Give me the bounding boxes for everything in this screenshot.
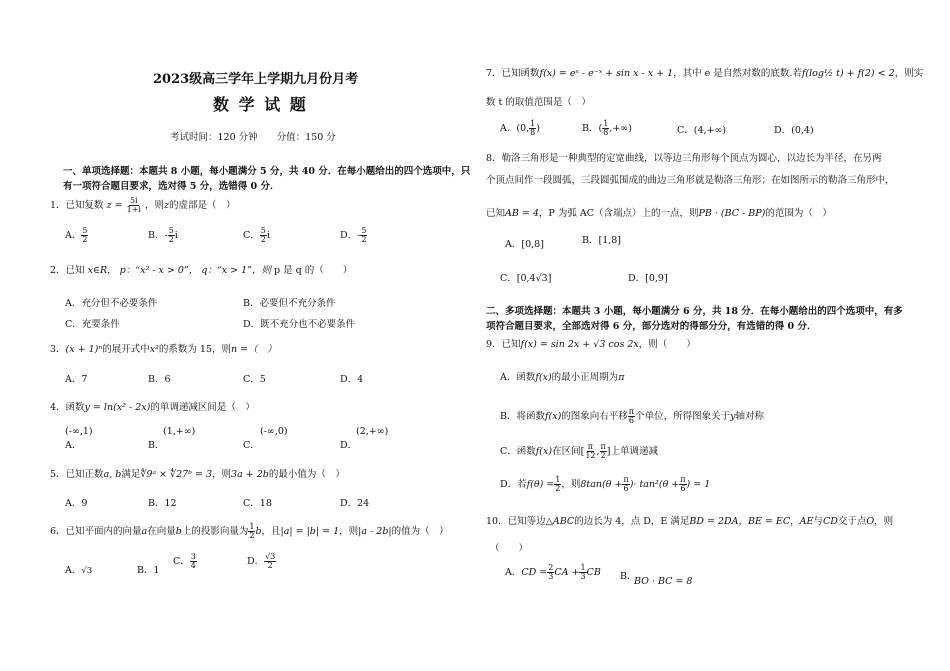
q7-a-suf: )	[536, 123, 540, 134]
q9-c-frac1	[584, 443, 596, 460]
q8-d-value: [0,9]	[645, 273, 668, 284]
q7-d-label: D．	[774, 125, 792, 136]
q10-line2: （ ）	[490, 543, 529, 554]
q4-option-d-value: (2,+∞)	[356, 426, 389, 437]
q10-a-num2: 1	[580, 563, 586, 572]
q9-option-d	[500, 476, 710, 493]
q7-a-den: 8	[530, 128, 536, 137]
q1-d-den: 2	[361, 235, 367, 244]
q8-option-c	[500, 270, 551, 284]
q9-d-num2: π	[680, 475, 686, 484]
q7-a-label: A．	[500, 123, 517, 134]
q7-a-pre: (0,	[516, 123, 530, 134]
q8-line2: 个顶点间作一段圆弧，三段圆弧围成的曲边三角形就是勒洛三角形；在如图所示的勒洛三角形中，	[486, 175, 895, 186]
q1-option-d	[340, 227, 367, 244]
q9-stem-a: 9．已知	[486, 339, 521, 350]
q5-option-a: A．9	[65, 498, 88, 509]
q9-d-text2: ，则	[561, 479, 581, 490]
q1-b-suf: i	[174, 230, 178, 241]
q10-option-b: BO · BC = 8	[634, 576, 693, 587]
q5-stem-d: 的最小值为（ ）	[268, 469, 345, 480]
q6-d-label: D．	[247, 556, 265, 567]
q5-option-d: D．24	[340, 498, 370, 509]
q6-stem	[50, 523, 449, 540]
q9-b-f: f(x)	[544, 411, 562, 422]
q7-stem-b: ，其中 e 是自然对数的底数.若	[673, 68, 802, 79]
q8-b-value: [1,8]	[598, 235, 622, 246]
q6-stem-a: 6．已知平面内的向量	[50, 526, 142, 537]
q6-a-label: A．	[65, 565, 82, 576]
q6-d-frac	[264, 553, 276, 570]
q4-expr: y = ln(x² - 2x)	[84, 402, 151, 413]
q9-d-expr-a: 8tan(θ +	[580, 479, 623, 490]
q1-option-b	[148, 227, 178, 244]
q8-stem-c: 的范围为（ ）	[765, 208, 832, 219]
q1-c-frac	[260, 227, 267, 244]
q10-stem-c: ，	[790, 516, 800, 527]
q7-stem	[486, 65, 923, 79]
q7-b-num: 1	[603, 119, 609, 128]
q10-ae: AE	[799, 516, 814, 527]
q3-expr: (x + 1)ⁿ	[65, 344, 103, 355]
q1-a-label: A．	[65, 230, 82, 241]
q10-bd: BD = 2DA	[689, 516, 739, 527]
q8-c-value: [0,4√3]	[516, 273, 552, 284]
q9-d-expr-b: )· tan²(θ +	[629, 479, 680, 490]
q7-b-label: B．	[582, 123, 599, 134]
q1-b-num: 5	[168, 226, 174, 235]
q3-x2: x²	[149, 344, 159, 355]
q9-d-num1: π	[623, 475, 629, 484]
q1-a-num: 5	[82, 226, 88, 235]
q2-p: p：“x² - x > 0”，	[119, 265, 199, 276]
q5-stem-b: 满足	[121, 469, 141, 480]
q3-option-a: A．7	[65, 374, 88, 385]
exam-meta: 考试时间：120 分钟 分值：150 分	[170, 132, 336, 143]
q9-b-num: π	[628, 407, 635, 416]
q1-d-pre: -	[357, 230, 361, 241]
q4-option-b-value: (1,+∞)	[163, 426, 196, 437]
q1-option-c	[243, 227, 270, 244]
q1-b-frac	[168, 227, 175, 244]
q10-a-label: A．	[505, 567, 522, 578]
q9-b-text4: 轴对称	[735, 411, 764, 422]
q2-option-d: D．既不充分也不必要条件	[243, 319, 356, 330]
q9-d-cond: f(θ) =	[526, 479, 555, 490]
q10-cd: CD	[822, 516, 838, 527]
q1-num: 5i	[129, 196, 138, 205]
q9-stem	[486, 336, 696, 350]
q4-option-d: D．	[340, 440, 358, 451]
q6-cond: |a| = |b| = 1	[280, 526, 340, 537]
q10-stem-e: 交于点	[837, 516, 867, 527]
q6-option-b: B．1	[137, 565, 160, 576]
q2-stem	[50, 262, 352, 276]
q9-c-text3: 上单调递减	[610, 446, 659, 457]
q9-b-den: 6	[628, 416, 634, 425]
q10-tri: △ABC	[545, 516, 575, 527]
q4-option-c: C．	[243, 440, 260, 451]
q7-stem-c: ，则实	[894, 68, 924, 79]
q3-option-b: B．6	[148, 374, 171, 385]
q1-stem-a: 1．已知复数	[50, 200, 104, 211]
q9-c-num1: π	[587, 442, 594, 451]
q6-half-den: 2	[249, 531, 255, 540]
q6-d-den: 2	[267, 561, 273, 570]
q10-a-expr3: CB	[586, 567, 601, 578]
q6-stem-d: ，且	[261, 526, 281, 537]
q9-c-int-suf: ]	[606, 446, 611, 457]
q4-a-value: (-∞,1)	[65, 426, 93, 437]
q4-option-a-value	[65, 426, 93, 437]
q6-half-num: 1	[249, 522, 255, 531]
q1-d-frac	[360, 227, 367, 244]
q7-c-label: C．	[677, 125, 694, 136]
q10-a-den1: 3	[548, 572, 554, 581]
q8-b-label: B．	[582, 235, 599, 246]
q8-option-a	[505, 236, 544, 250]
q7-line2: 数 t 的取值范围是（ ）	[486, 97, 591, 108]
q3-stem-c: 的系数为 15，则	[158, 344, 232, 355]
q4-stem	[50, 399, 255, 413]
q9-c-f: f(x)	[535, 446, 553, 457]
q1-option-a	[65, 227, 88, 244]
q9-a-f: f(x)	[535, 372, 552, 383]
q4-option-c-value: (-∞,0)	[260, 426, 288, 437]
q5-ab: a, b	[103, 469, 122, 480]
q8-a-label: A．	[505, 239, 522, 250]
q4-stem-b: 的单调递减区间是（ ）	[150, 402, 255, 413]
q1-stem-b: ，则	[145, 200, 165, 211]
q6-a: a	[141, 526, 148, 537]
q5-target: 3a + 2b	[231, 469, 269, 480]
q2-option-a: A．充分但不必要条件	[65, 298, 158, 309]
section1-instruction-line2: 有一项符合题目要求，选对得 5 分，选错得 0 分．	[63, 181, 280, 192]
q2-q: q：“x > 1”，则	[201, 265, 272, 276]
q10-stem-d: 与	[813, 516, 823, 527]
q6-stem-f: 的值为（ ）	[391, 526, 449, 537]
q3-stem-b: 的展开式中	[102, 344, 150, 355]
q10-a-expr2: CA +	[554, 567, 580, 578]
q10-option-b-label: B．	[620, 571, 637, 582]
q1-den: 1+i	[126, 205, 141, 214]
q10-o: O	[866, 516, 875, 527]
q10-a-expr: CD =	[521, 567, 548, 578]
q1-c-suf: i	[266, 230, 270, 241]
q7-a-num: 1	[530, 119, 536, 128]
q6-option-d	[247, 553, 276, 570]
q10-stem-b: 的边长为 4，点 D，E 满足	[574, 516, 690, 527]
q8-option-d	[628, 270, 668, 284]
q9-b-text2: 的图象向右平移	[561, 411, 628, 422]
q10-a-den2: 3	[580, 572, 586, 581]
subject-title: 数 学 试 题	[213, 95, 308, 114]
q8-stem-b: ，P 为弧 AC（含端点）上的一点，则	[538, 208, 699, 219]
q9-option-c	[500, 443, 658, 460]
q7-stem-a: 7．已知函数	[486, 68, 540, 79]
q2-option-b: B．必要但不充分条件	[243, 298, 336, 309]
q9-d-text: D．若	[500, 479, 527, 490]
q1-b-label: B．	[148, 230, 165, 241]
q9-d-den1: 6	[623, 484, 629, 493]
q6-a-value: √3	[81, 566, 93, 576]
q1-c-label: C．	[243, 230, 260, 241]
q8-stem-a: 已知	[486, 208, 506, 219]
q9-stem-b: ，则（ ）	[638, 339, 696, 350]
q10-be: BE = EC	[747, 516, 791, 527]
q8-option-b	[582, 232, 621, 246]
q6-stem-b: 在向量	[147, 526, 176, 537]
q3-stem-a: 3．	[50, 344, 66, 355]
q4-stem-a: 4．函数	[50, 402, 85, 413]
q9-c-den1: 12	[585, 451, 596, 460]
q9-c-den2: 2	[600, 451, 606, 460]
q9-a-text: A．函数	[500, 372, 536, 383]
q9-option-b	[500, 408, 764, 425]
q4-option-a: A．	[65, 440, 82, 451]
q9-d-cnum: 1	[555, 475, 561, 484]
q9-c-num2: π	[600, 442, 606, 451]
q7-expr: f(x) = eˣ - e⁻ˣ + sin x - x + 1	[539, 68, 674, 79]
section1-instruction-line1: 一、单项选择题：本题共 8 小题，每小题满分 5 分，共 40 分．在每小题给出的四个选项中，只	[63, 166, 471, 177]
q1-a-den: 2	[82, 235, 88, 244]
q9-b-text3: 个单位，所得图象关于	[635, 411, 731, 422]
q7-c-value: (4,+∞)	[693, 125, 727, 136]
q9-b-frac	[628, 408, 635, 425]
q7-option-d	[774, 122, 814, 136]
q8-d-label: D．	[628, 273, 646, 284]
q1-fraction	[126, 197, 142, 214]
q5-option-b: B．12	[148, 498, 177, 509]
q9-d-cden: 2	[555, 484, 561, 493]
q7-b-pre: (	[598, 123, 603, 134]
q7-option-c	[677, 122, 726, 136]
q6-option-c	[173, 553, 197, 570]
q3-stem	[50, 341, 277, 355]
q1-d-num: 5	[361, 226, 367, 235]
q1-b-pre: -	[164, 230, 168, 241]
q6-stem-c: 上的投影向量为	[181, 526, 249, 537]
q2-stem-a: 2．已知	[50, 265, 85, 276]
q5-stem-c: ，则	[212, 469, 232, 480]
q8-line1: 8．勒洛三角形是一种典型的定宽曲线，以等边三角形每个顶点为圆心，以边长为半径，在另两	[486, 153, 882, 164]
q10-a-frac2	[579, 564, 586, 581]
q1-c-num: 5	[260, 226, 266, 235]
q5-stem	[50, 466, 345, 480]
q9-d-expr-c: ) = 1	[686, 479, 711, 490]
q9-b-text: B．将函数	[500, 411, 545, 422]
q9-a-text2: 的最小正周期为	[551, 372, 619, 383]
q6-b: b	[175, 526, 182, 537]
q1-a-frac	[81, 227, 88, 244]
q3-n: n =（ ）	[231, 344, 277, 355]
q2-tail: p 是 q 的（ ）	[274, 265, 353, 276]
q3-option-c: C．5	[243, 374, 266, 385]
q6-c-label: C．	[173, 556, 190, 567]
q9-d-den2: 6	[680, 484, 686, 493]
q10-stem-f: ，则	[874, 516, 894, 527]
q2-xr: x∈R，	[87, 265, 117, 276]
q5-stem-a: 5．已知正数	[50, 469, 104, 480]
q9-d-frac1	[622, 476, 629, 493]
q10-option-a	[505, 564, 601, 581]
q10-a-num1: 2	[548, 563, 554, 572]
q1-b-den: 2	[168, 235, 174, 244]
q1-stem-c: z	[164, 200, 170, 211]
section2-instruction-line1: 二、多项选择题：本题共 3 小题，每小题满分 6 分，共 18 分．在每小题给出的四个选项中，有多	[486, 306, 903, 317]
q7-option-b	[582, 120, 632, 137]
q7-cond: f(log½ t) + f(2) < 2	[801, 68, 895, 79]
q8-line3	[486, 205, 832, 219]
q1-var-z: z =	[106, 200, 123, 211]
q6-d-num: √3	[265, 552, 276, 561]
q9-a-pi: π	[618, 372, 625, 383]
q8-a-value: [0,8]	[521, 239, 544, 250]
q9-c-sep: ,	[596, 446, 600, 457]
q7-b-suf: ,+∞)	[609, 123, 632, 134]
q1-d-label: D．	[340, 230, 358, 241]
q6-c-den: 4	[190, 561, 196, 570]
q9-b-y: y	[730, 411, 736, 422]
q2-option-c: C．充要条件	[65, 319, 120, 330]
q9-c-int-pre: [	[580, 446, 585, 457]
q1-c-den: 2	[260, 235, 266, 244]
q10-stem-a: 10．已知等边	[486, 516, 546, 527]
q8-target: PB · (BC - BP)	[698, 208, 766, 219]
q1-stem	[50, 197, 236, 214]
q6-c-frac	[190, 553, 197, 570]
q7-b-den: 8	[603, 128, 609, 137]
q8-ab: AB = 4	[505, 208, 539, 219]
q9-option-a	[500, 369, 624, 383]
q3-option-d: D．4	[340, 374, 364, 385]
q6-c-num: 3	[190, 552, 196, 561]
q5-expr: ∜9ᵃ × ∜27ᵇ = 3	[140, 469, 213, 480]
q6-stem-e: ，则	[339, 526, 359, 537]
q7-d-value: (0,4)	[791, 125, 814, 136]
section2-instruction-line2: 项符合题目要求，全部选对得 6 分，部分选对的得部分分，有选错的得 0 分．	[486, 321, 817, 332]
q10-stem	[486, 513, 893, 527]
q6-option-a	[65, 562, 92, 576]
q6-target: |a - 2b|	[358, 526, 392, 537]
q9-c-frac2	[600, 443, 607, 460]
q9-d-frac2	[679, 476, 686, 493]
q9-expr: f(x) = sin 2x + √3 cos 2x	[520, 339, 639, 350]
q5-option-c: C．18	[243, 498, 272, 509]
q6-bvec: b	[255, 526, 262, 537]
q9-c-text: C．函数	[500, 446, 536, 457]
q9-c-text2: 在区间	[552, 446, 581, 457]
q4-option-b: B．	[148, 440, 165, 451]
q10-sep: ，	[738, 516, 748, 527]
q8-c-label: C．	[500, 273, 517, 284]
q1-stem-d: 的虚部是（ ）	[169, 200, 236, 211]
exam-title: 2023级高三学年上学期九月份月考	[153, 72, 359, 87]
q7-option-a	[500, 120, 540, 137]
